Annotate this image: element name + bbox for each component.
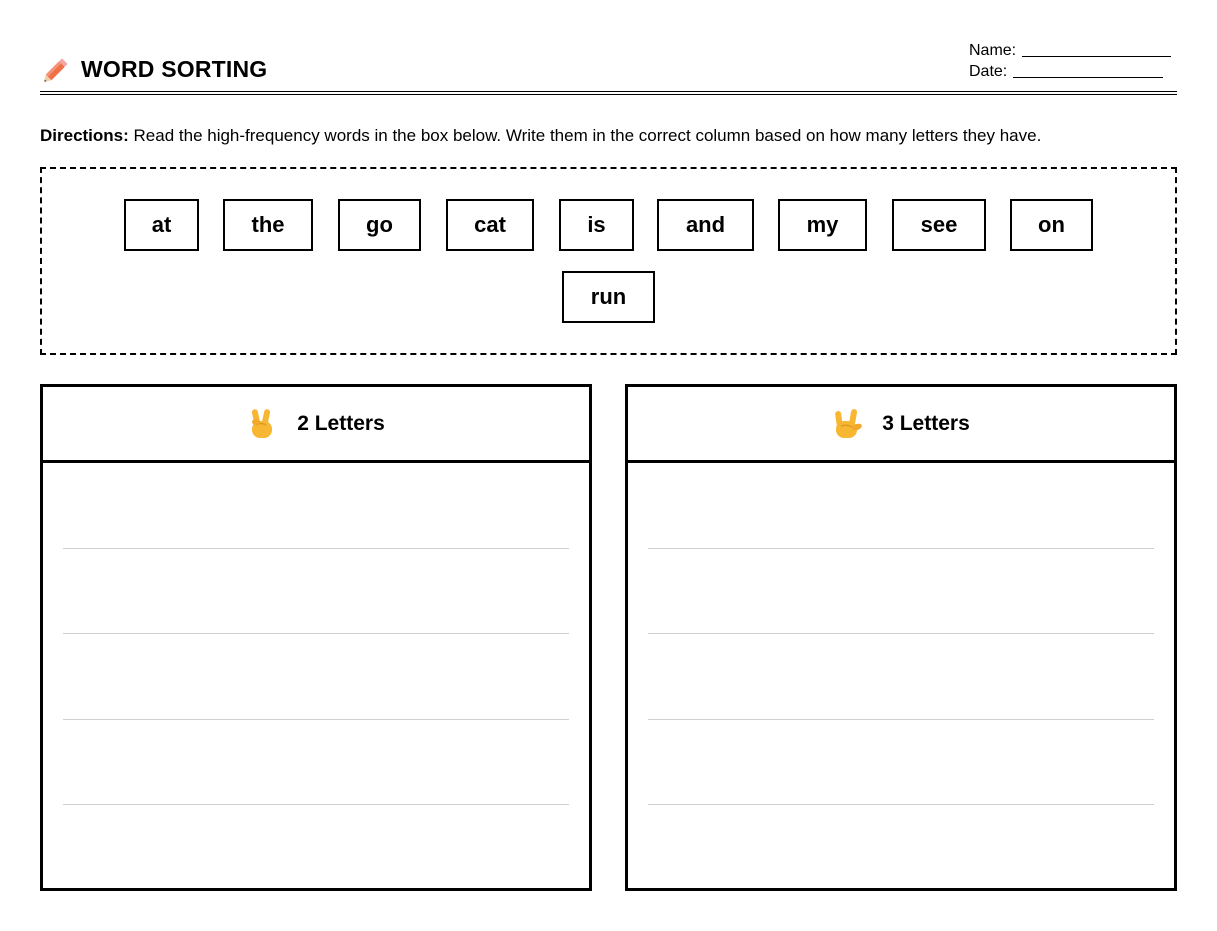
- column-title: 2 Letters: [297, 411, 385, 435]
- love-you-hand-icon: [832, 408, 862, 440]
- header-divider: [40, 91, 1177, 95]
- write-line[interactable]: [648, 804, 1154, 805]
- word-card[interactable]: at: [124, 199, 199, 251]
- column-two-letters: [40, 384, 592, 891]
- name-label: Name:: [969, 42, 1017, 59]
- column-title: 3 Letters: [882, 411, 970, 435]
- name-write-line[interactable]: [1022, 55, 1171, 57]
- word-card[interactable]: the: [223, 199, 313, 251]
- date-label: Date:: [969, 63, 1008, 80]
- page-title: WORD SORTING: [81, 55, 268, 82]
- word-card[interactable]: run: [562, 271, 655, 323]
- directions: [40, 126, 1041, 146]
- word-card[interactable]: go: [338, 199, 421, 251]
- date-write-line[interactable]: [1013, 76, 1163, 78]
- word-card[interactable]: my: [778, 199, 867, 251]
- victory-hand-icon: [247, 408, 277, 440]
- date-row: [969, 61, 1171, 82]
- word-card[interactable]: and: [657, 199, 754, 251]
- word-card[interactable]: is: [559, 199, 634, 251]
- word-card[interactable]: see: [892, 199, 986, 251]
- column-header: [43, 387, 589, 463]
- title-group: [40, 54, 267, 84]
- write-line[interactable]: [63, 633, 569, 634]
- write-line[interactable]: [648, 719, 1154, 720]
- write-line[interactable]: [63, 804, 569, 805]
- write-line[interactable]: [63, 548, 569, 549]
- name-row: [969, 40, 1171, 61]
- worksheet-header: [40, 38, 1177, 96]
- directions-label: Directions:: [40, 126, 129, 145]
- column-three-letters: [625, 384, 1177, 891]
- column-header: [628, 387, 1174, 463]
- word-card[interactable]: on: [1010, 199, 1093, 251]
- directions-text: Read the high-frequency words in the box below. Write them in the correct column based on how many letters they have.: [133, 126, 1042, 145]
- write-line[interactable]: [648, 633, 1154, 634]
- word-card[interactable]: cat: [446, 199, 534, 251]
- write-line[interactable]: [63, 719, 569, 720]
- pencil-icon: [42, 54, 72, 84]
- word-bank: [40, 167, 1177, 355]
- name-date-block: [969, 40, 1171, 82]
- write-line[interactable]: [648, 548, 1154, 549]
